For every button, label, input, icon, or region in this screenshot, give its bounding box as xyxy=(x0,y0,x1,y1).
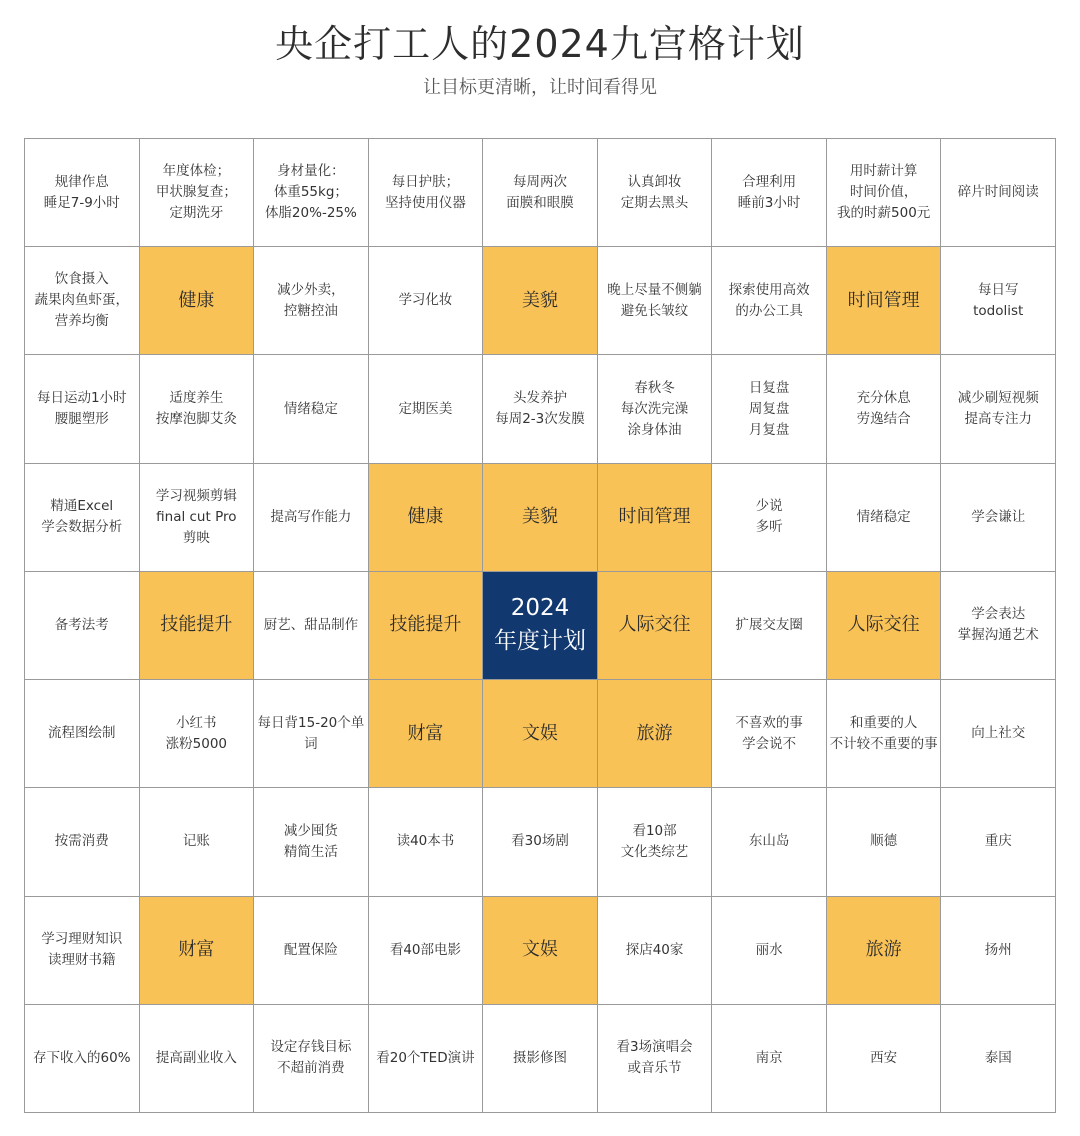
goal-cell: 情绪稳定 xyxy=(254,355,369,463)
page-subtitle: 让目标更清晰，让时间看得见 xyxy=(423,77,657,98)
goal-cell: 学习视频剪辑 final cut Pro 剪映 xyxy=(140,464,255,572)
goal-cell: 看40部电影 xyxy=(369,897,484,1005)
goal-cell: 探索使用高效 的办公工具 xyxy=(712,247,827,355)
theme-cell: 旅游 xyxy=(827,897,942,1005)
theme-cell: 健康 xyxy=(140,247,255,355)
goal-cell: 顺德 xyxy=(827,788,942,896)
goal-cell: 晚上尽量不侧躺 避免长皱纹 xyxy=(598,247,713,355)
theme-cell: 财富 xyxy=(369,680,484,788)
goal-cell: 减少囤货 精简生活 xyxy=(254,788,369,896)
theme-cell: 文娱 xyxy=(483,680,598,788)
goal-cell: 学习理财知识 读理财书籍 xyxy=(25,897,140,1005)
theme-cell: 技能提升 xyxy=(369,572,484,680)
goal-cell: 减少刷短视频 提高专注力 xyxy=(941,355,1056,463)
theme-cell: 美貌 xyxy=(483,247,598,355)
goal-cell: 少说 多听 xyxy=(712,464,827,572)
goal-cell: 每日运动1小时 腰腿塑形 xyxy=(25,355,140,463)
goal-cell: 备考法考 xyxy=(25,572,140,680)
goal-cell: 看20个TED演讲 xyxy=(369,1005,484,1113)
goal-cell: 看10部 文化类综艺 xyxy=(598,788,713,896)
goal-cell: 精通Excel 学会数据分析 xyxy=(25,464,140,572)
goal-cell: 西安 xyxy=(827,1005,942,1113)
goal-cell: 饮食摄入 蔬果肉鱼虾蛋， 营养均衡 xyxy=(25,247,140,355)
goal-cell: 年度体检； 甲状腺复查； 定期洗牙 xyxy=(140,139,255,247)
theme-cell: 人际交往 xyxy=(827,572,942,680)
goal-cell: 探店40家 xyxy=(598,897,713,1005)
goal-cell: 学会谦让 xyxy=(941,464,1056,572)
center-plan-cell: 2024 年度计划 xyxy=(483,572,598,680)
goal-cell: 向上社交 xyxy=(941,680,1056,788)
goal-cell: 碎片时间阅读 xyxy=(941,139,1056,247)
goal-cell: 设定存钱目标 不超前消费 xyxy=(254,1005,369,1113)
goal-cell: 身材量化： 体重55kg； 体脂20%-25% xyxy=(254,139,369,247)
goal-cell: 每日背15-20个单 词 xyxy=(254,680,369,788)
goal-cell: 丽水 xyxy=(712,897,827,1005)
goal-cell: 提高写作能力 xyxy=(254,464,369,572)
goal-cell: 和重要的人 不计较不重要的事 xyxy=(827,680,942,788)
theme-cell: 时间管理 xyxy=(827,247,942,355)
goal-cell: 定期医美 xyxy=(369,355,484,463)
goal-cell: 每周两次 面膜和眼膜 xyxy=(483,139,598,247)
goal-cell: 用时薪计算 时间价值， 我的时薪500元 xyxy=(827,139,942,247)
goal-cell: 学会表达 掌握沟通艺术 xyxy=(941,572,1056,680)
goal-cell: 看30场剧 xyxy=(483,788,598,896)
goal-cell: 头发养护 每周2-3次发膜 xyxy=(483,355,598,463)
goal-cell: 充分休息 劳逸结合 xyxy=(827,355,942,463)
goal-cell: 南京 xyxy=(712,1005,827,1113)
theme-cell: 文娱 xyxy=(483,897,598,1005)
goal-cell: 存下收入的60% xyxy=(25,1005,140,1113)
goal-cell: 按需消费 xyxy=(25,788,140,896)
nine-grid-plan xyxy=(24,138,1056,1113)
goal-cell: 记账 xyxy=(140,788,255,896)
goal-cell: 提高副业收入 xyxy=(140,1005,255,1113)
goal-cell: 每日写 todolist xyxy=(941,247,1056,355)
goal-cell: 看3场演唱会 或音乐节 xyxy=(598,1005,713,1113)
goal-cell: 减少外卖， 控糖控油 xyxy=(254,247,369,355)
theme-cell: 财富 xyxy=(140,897,255,1005)
goal-cell: 学习化妆 xyxy=(369,247,484,355)
page-title: 央企打工人的2024九宫格计划 xyxy=(275,22,805,66)
goal-cell: 不喜欢的事 学会说不 xyxy=(712,680,827,788)
goal-cell: 每日护肤； 坚持使用仪器 xyxy=(369,139,484,247)
goal-cell: 规律作息 睡足7-9小时 xyxy=(25,139,140,247)
theme-cell: 人际交往 xyxy=(598,572,713,680)
goal-cell: 小红书 涨粉5000 xyxy=(140,680,255,788)
goal-cell: 东山岛 xyxy=(712,788,827,896)
goal-cell: 合理利用 睡前3小时 xyxy=(712,139,827,247)
goal-cell: 情绪稳定 xyxy=(827,464,942,572)
goal-cell: 扬州 xyxy=(941,897,1056,1005)
goal-cell: 厨艺、甜品制作 xyxy=(254,572,369,680)
goal-cell: 日复盘 周复盘 月复盘 xyxy=(712,355,827,463)
goal-cell: 认真卸妆 定期去黑头 xyxy=(598,139,713,247)
theme-cell: 健康 xyxy=(369,464,484,572)
theme-cell: 技能提升 xyxy=(140,572,255,680)
goal-cell: 配置保险 xyxy=(254,897,369,1005)
goal-cell: 重庆 xyxy=(941,788,1056,896)
goal-cell: 泰国 xyxy=(941,1005,1056,1113)
goal-cell: 扩展交友圈 xyxy=(712,572,827,680)
goal-cell: 春秋冬 每次洗完澡 涂身体油 xyxy=(598,355,713,463)
theme-cell: 美貌 xyxy=(483,464,598,572)
goal-cell: 摄影修图 xyxy=(483,1005,598,1113)
goal-cell: 适度养生 按摩泡脚艾灸 xyxy=(140,355,255,463)
theme-cell: 旅游 xyxy=(598,680,713,788)
theme-cell: 时间管理 xyxy=(598,464,713,572)
goal-cell: 流程图绘制 xyxy=(25,680,140,788)
goal-cell: 读40本书 xyxy=(369,788,484,896)
